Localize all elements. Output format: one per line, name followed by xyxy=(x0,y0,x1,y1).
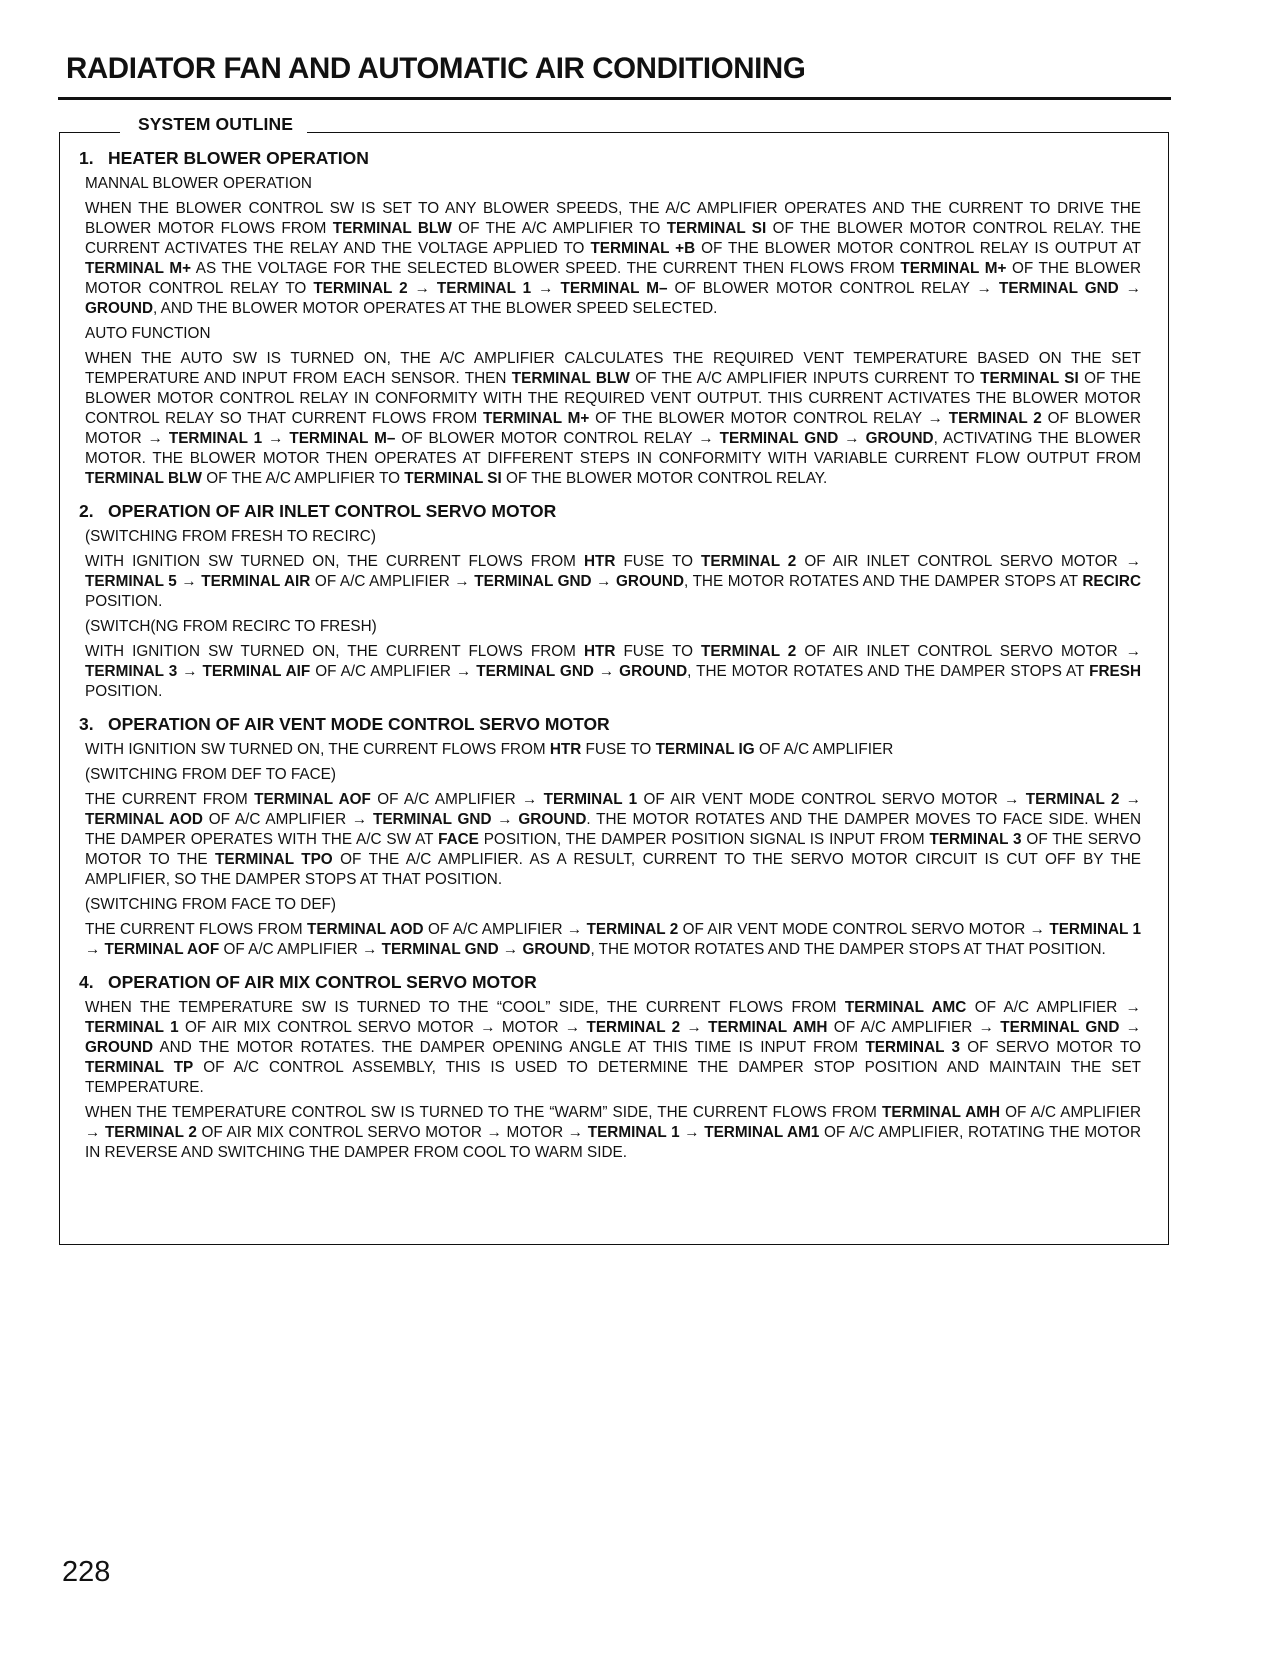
paragraph xyxy=(85,349,1141,489)
terminal-term: FRESH xyxy=(1089,663,1141,680)
terminal-term: TERMINAL M+ xyxy=(483,410,590,427)
terminal-term: TERMINAL 1 xyxy=(1049,921,1141,938)
page-title: RADIATOR FAN AND AUTOMATIC AIR CONDITIONING xyxy=(66,52,806,85)
text-run: OF A/C CONTROL ASSEMBLY, THIS IS USED TO DETERMINE THE DAMPER STOP POSITION AND MAINTAIN THE SET TEMPERATURE. xyxy=(85,1059,1141,1096)
text-run: FUSE TO xyxy=(615,643,702,660)
paragraph xyxy=(85,740,1141,760)
terminal-term: TERMINAL AIR xyxy=(201,573,311,590)
subheading xyxy=(85,527,1141,547)
section-heading xyxy=(79,972,1141,992)
text-run: , THE MOTOR ROTATES AND THE DAMPER STOPS AT THAT POSITION. xyxy=(590,941,1106,958)
terminal-term: TERMINAL GND xyxy=(476,663,594,680)
terminal-term: TERMINAL M+ xyxy=(900,260,1007,277)
subheading xyxy=(85,895,1141,915)
text-run: WHEN THE AUTO SW IS TURNED ON, THE A/C AMPLIFIER CALCULATES THE REQUIRED VENT TEMPERATURE BASED ON THE SET TEMPERATURE AND INPUT FROM EACH SENSOR. THEN xyxy=(85,350,1141,387)
text-run: THE CURRENT FLOWS FROM xyxy=(85,921,308,938)
terminal-term: TERMINAL 1 xyxy=(436,280,532,297)
text-run: AS THE VOLTAGE FOR THE SELECTED BLOWER SPEED. THE CURRENT THEN FLOWS FROM xyxy=(191,260,901,277)
text-run: , AND THE BLOWER MOTOR OPERATES AT THE BLOWER SPEED SELECTED. xyxy=(153,300,718,317)
terminal-term: TERMINAL M+ xyxy=(85,260,192,277)
text-run: OF THE A/C AMPLIFIER. AS A RESULT, CURRENT TO THE SERVO MOTOR CIRCUIT IS CUT OFF BY THE AMPLIFIER, SO THE DAMPER STOPS AT THAT POSITION. xyxy=(85,851,1141,888)
terminal-term: TERMINAL TP xyxy=(85,1059,194,1076)
terminal-term: GROUND xyxy=(85,300,153,317)
paragraph xyxy=(85,552,1141,612)
text-run: MANNAL BLOWER OPERATION xyxy=(85,175,312,192)
text-run: OF A/C AMPLIFIER → xyxy=(966,999,1141,1016)
subheading xyxy=(85,324,1141,344)
paragraph xyxy=(85,920,1141,960)
terminal-term: TERMINAL SI xyxy=(980,370,1079,387)
text-run: OF THE A/C AMPLIFIER INPUTS CURRENT TO xyxy=(629,370,981,387)
text-run: OF A/C AMPLIFIER → xyxy=(370,791,544,808)
section-number: 1. xyxy=(79,148,94,168)
section-heading-text: OPERATION OF AIR INLET CONTROL SERVO MOTOR xyxy=(108,501,557,521)
text-run: OF AIR INLET CONTROL SERVO MOTOR → xyxy=(796,643,1141,660)
section-heading xyxy=(79,714,1141,734)
text-run: → xyxy=(1118,280,1142,297)
section-heading xyxy=(79,148,1141,168)
terminal-term: TERMINAL 3 xyxy=(929,831,1022,848)
text-run: OF AIR VENT MODE CONTROL SERVO MOTOR → xyxy=(637,791,1026,808)
section-number: 4. xyxy=(79,972,94,992)
terminal-term: TERMINAL AOD xyxy=(85,811,203,828)
text-run: → xyxy=(838,430,866,447)
text-run: → xyxy=(1119,1019,1142,1036)
text-run: THE CURRENT FROM xyxy=(85,791,255,808)
section-heading-text: OPERATION OF AIR VENT MODE CONTROL SERVO MOTOR xyxy=(108,714,610,734)
text-run: OF THE SERVO MOTOR TO THE xyxy=(85,831,1141,868)
text-run: OF AIR MIX CONTROL SERVO MOTOR → MOTOR → xyxy=(196,1124,588,1141)
text-run: OF A/C AMPLIFIER → xyxy=(827,1019,1001,1036)
text-run: WITH IGNITION SW TURNED ON, THE CURRENT FLOWS FROM xyxy=(85,643,584,660)
text-run: WHEN THE TEMPERATURE CONTROL SW IS TURNED TO THE “WARM” SIDE, THE CURRENT FLOWS FROM xyxy=(85,1104,882,1121)
text-run: WHEN THE BLOWER CONTROL SW IS SET TO ANY BLOWER SPEEDS, THE A/C AMPLIFIER OPERATES AND THE CURRENT TO DRIVE THE BLOWER MOTOR FLOWS FROM xyxy=(85,200,1141,237)
text-run: → xyxy=(176,573,202,590)
terminal-term: TERMINAL SI xyxy=(404,470,502,487)
text-run: WHEN THE TEMPERATURE SW IS TURNED TO THE “COOL” SIDE, THE CURRENT FLOWS FROM xyxy=(85,999,845,1016)
text-run: → xyxy=(85,941,105,958)
text-run: → xyxy=(680,1019,709,1036)
terminal-term: GROUND xyxy=(616,573,685,590)
text-run: OF A/C AMPLIFIER → xyxy=(85,1104,1141,1141)
terminal-term: GROUND xyxy=(85,1039,153,1056)
section-number: 2. xyxy=(79,501,94,521)
terminal-term: TERMINAL 1 xyxy=(168,430,263,447)
text-run: POSITION. xyxy=(85,593,163,610)
terminal-term: TERMINAL 3 xyxy=(865,1039,960,1056)
text-run: OF AIR VENT MODE CONTROL SERVO MOTOR → xyxy=(678,921,1050,938)
text-run: OF THE BLOWER MOTOR CONTROL RELAY. xyxy=(501,470,828,487)
section-heading-text: OPERATION OF AIR MIX CONTROL SERVO MOTOR xyxy=(108,972,537,992)
text-run: OF BLOWER MOTOR → xyxy=(85,410,1142,447)
terminal-term: TERMINAL AMH xyxy=(881,1104,1001,1121)
text-run: , THE MOTOR ROTATES AND THE DAMPER STOPS AT xyxy=(684,573,1083,590)
terminal-term: TERMINAL SI xyxy=(666,220,767,237)
terminal-term: TERMINAL GND xyxy=(372,811,492,828)
text-run: OF A/C AMPLIFIER xyxy=(754,741,894,758)
text-run: OF A/C AMPLIFIER, ROTATING THE MOTOR IN REVERSE AND SWITCHING THE DAMPER FROM COOL TO WARM SIDE. xyxy=(85,1124,1141,1161)
terminal-term: TERMINAL 2 xyxy=(313,280,408,297)
paragraph xyxy=(85,790,1141,890)
terminal-term: HTR xyxy=(549,741,582,758)
terminal-term: GROUND xyxy=(865,430,934,447)
system-outline-label: SYSTEM OUTLINE xyxy=(120,114,307,135)
terminal-term: TERMINAL AOF xyxy=(254,791,371,808)
text-run: → xyxy=(593,663,620,680)
section-2 xyxy=(79,501,1141,702)
text-run: OF THE A/C AMPLIFIER TO xyxy=(451,220,667,237)
text-run: OF BLOWER MOTOR CONTROL RELAY → xyxy=(395,430,720,447)
terminal-term: TERMINAL AMH xyxy=(708,1019,828,1036)
system-outline-content xyxy=(79,148,1141,1175)
terminal-term: TERMINAL 1 xyxy=(85,1019,179,1036)
terminal-term: TERMINAL AOF xyxy=(104,941,220,958)
text-run: OF AIR MIX CONTROL SERVO MOTOR → MOTOR → xyxy=(178,1019,587,1036)
subheading xyxy=(85,174,1141,194)
terminal-term: TERMINAL M– xyxy=(560,280,668,297)
section-1 xyxy=(79,148,1141,489)
terminal-term: FACE xyxy=(438,831,479,848)
terminal-term: TERMINAL 2 xyxy=(1025,791,1120,808)
terminal-term: TERMINAL AM1 xyxy=(704,1124,820,1141)
terminal-term: TERMINAL BLW xyxy=(85,470,202,487)
text-run: OF BLOWER MOTOR CONTROL RELAY → xyxy=(667,280,999,297)
page-number: 228 xyxy=(62,1556,111,1588)
paragraph xyxy=(85,199,1141,319)
text-run: OF A/C AMPLIFIER → xyxy=(310,663,477,680)
terminal-term: TERMINAL GND xyxy=(1000,1019,1120,1036)
terminal-term: TERMINAL 2 xyxy=(104,1124,197,1141)
terminal-term: TERMINAL GND xyxy=(998,280,1119,297)
text-run: OF THE BLOWER MOTOR CONTROL RELAY TO xyxy=(85,260,1141,297)
terminal-term: TERMINAL AIF xyxy=(202,663,311,680)
text-run: → xyxy=(1119,791,1141,808)
terminal-term: TERMINAL BLW xyxy=(332,220,452,237)
terminal-term: TERMINAL AMC xyxy=(844,999,967,1016)
text-run: → xyxy=(491,811,519,828)
text-run: OF A/C AMPLIFIER → xyxy=(310,573,475,590)
section-number: 3. xyxy=(79,714,94,734)
text-run: OF THE A/C AMPLIFIER TO xyxy=(201,470,405,487)
text-run: FUSE TO xyxy=(615,553,702,570)
terminal-term: GROUND xyxy=(518,811,587,828)
terminal-term: RECIRC xyxy=(1082,573,1142,590)
text-run: AUTO FUNCTION xyxy=(85,325,211,342)
text-run: OF AIR INLET CONTROL SERVO MOTOR → xyxy=(796,553,1141,570)
terminal-term: TERMINAL 2 xyxy=(701,553,797,570)
terminal-term: TERMINAL TPO xyxy=(215,851,333,868)
subheading xyxy=(85,617,1141,637)
section-4 xyxy=(79,972,1141,1163)
terminal-term: TERMINAL M– xyxy=(289,430,396,447)
text-run: (SWITCHING FROM FRESH TO RECIRC) xyxy=(85,528,376,545)
terminal-term: TERMINAL GND xyxy=(719,430,839,447)
text-run: → xyxy=(262,430,290,447)
terminal-term: HTR xyxy=(583,643,616,660)
terminal-term: TERMINAL 1 xyxy=(587,1124,680,1141)
terminal-term: TERMINAL GND xyxy=(474,573,592,590)
section-heading-text: HEATER BLOWER OPERATION xyxy=(108,148,369,168)
text-run: (SWITCHING FROM FACE TO DEF) xyxy=(85,896,336,913)
terminal-term: TERMINAL 2 xyxy=(586,1019,681,1036)
terminal-term: TERMINAL 2 xyxy=(586,921,679,938)
text-run: OF A/C AMPLIFIER → xyxy=(202,811,373,828)
terminal-term: TERMINAL 3 xyxy=(85,663,178,680)
text-run: . THE MOTOR ROTATES AND THE DAMPER MOVES TO FACE SIDE. WHEN THE DAMPER OPERATES WITH THE A/C SW AT xyxy=(85,811,1141,848)
text-run: → xyxy=(407,280,437,297)
text-run: → xyxy=(531,280,561,297)
terminal-term: TERMINAL AOD xyxy=(307,921,424,938)
text-run: → xyxy=(498,941,523,958)
text-run: → xyxy=(177,663,203,680)
section-heading xyxy=(79,501,1141,521)
text-run: OF THE BLOWER MOTOR CONTROL RELAY. THE CURRENT ACTIVATES THE RELAY AND THE VOLTAGE APPLIED TO xyxy=(85,220,1142,257)
paragraph xyxy=(85,642,1141,702)
text-run: OF THE BLOWER MOTOR CONTROL RELAY → xyxy=(589,410,949,427)
text-run: → xyxy=(679,1124,705,1141)
text-run: → xyxy=(591,573,617,590)
paragraph xyxy=(85,998,1141,1098)
terminal-term: TERMINAL 5 xyxy=(85,573,177,590)
paragraph xyxy=(85,1103,1141,1163)
section-3 xyxy=(79,714,1141,960)
terminal-term: TERMINAL IG xyxy=(655,741,755,758)
terminal-term: HTR xyxy=(583,553,616,570)
terminal-term: TERMINAL 2 xyxy=(701,643,797,660)
text-run: POSITION, THE DAMPER POSITION SIGNAL IS INPUT FROM xyxy=(478,831,930,848)
text-run: POSITION. xyxy=(85,683,163,700)
text-run: AND THE MOTOR ROTATES. THE DAMPER OPENING ANGLE AT THIS TIME IS INPUT FROM xyxy=(153,1039,866,1056)
terminal-term: GROUND xyxy=(522,941,591,958)
text-run: OF SERVO MOTOR TO xyxy=(960,1039,1141,1056)
title-rule xyxy=(58,97,1171,100)
terminal-term: TERMINAL 2 xyxy=(948,410,1042,427)
text-run: OF A/C AMPLIFIER → xyxy=(219,941,382,958)
text-run: OF THE BLOWER MOTOR CONTROL RELAY IN CONFORMITY WITH THE REQUIRED VENT OUTPUT. THIS CURRENT ACTIVATES THE BLOWER MOTOR CONTROL RELAY SO THAT CURRENT FLOWS FROM xyxy=(85,370,1141,427)
text-run: WITH IGNITION SW TURNED ON, THE CURRENT FLOWS FROM xyxy=(85,553,584,570)
terminal-term: GROUND xyxy=(619,663,688,680)
subheading xyxy=(85,765,1141,785)
text-run: , THE MOTOR ROTATES AND THE DAMPER STOPS AT xyxy=(687,663,1090,680)
text-run: (SWITCH(NG FROM RECIRC TO FRESH) xyxy=(85,618,377,635)
terminal-term: TERMINAL BLW xyxy=(511,370,630,387)
terminal-term: TERMINAL 1 xyxy=(543,791,638,808)
text-run: OF A/C AMPLIFIER → xyxy=(423,921,587,938)
text-run: OF THE BLOWER MOTOR CONTROL RELAY IS OUTPUT AT xyxy=(695,240,1141,257)
text-run: WITH IGNITION SW TURNED ON, THE CURRENT FLOWS FROM xyxy=(85,741,550,758)
terminal-term: TERMINAL +B xyxy=(590,240,696,257)
text-run: , ACTIVATING THE BLOWER MOTOR. THE BLOWER MOTOR THEN OPERATES AT DIFFERENT STEPS IN CONFORMITY WITH VARIABLE CURRENT FLOW OUTPUT FROM xyxy=(85,430,1142,467)
text-run: (SWITCHING FROM DEF TO FACE) xyxy=(85,766,336,783)
text-run: FUSE TO xyxy=(581,741,656,758)
terminal-term: TERMINAL GND xyxy=(381,941,499,958)
